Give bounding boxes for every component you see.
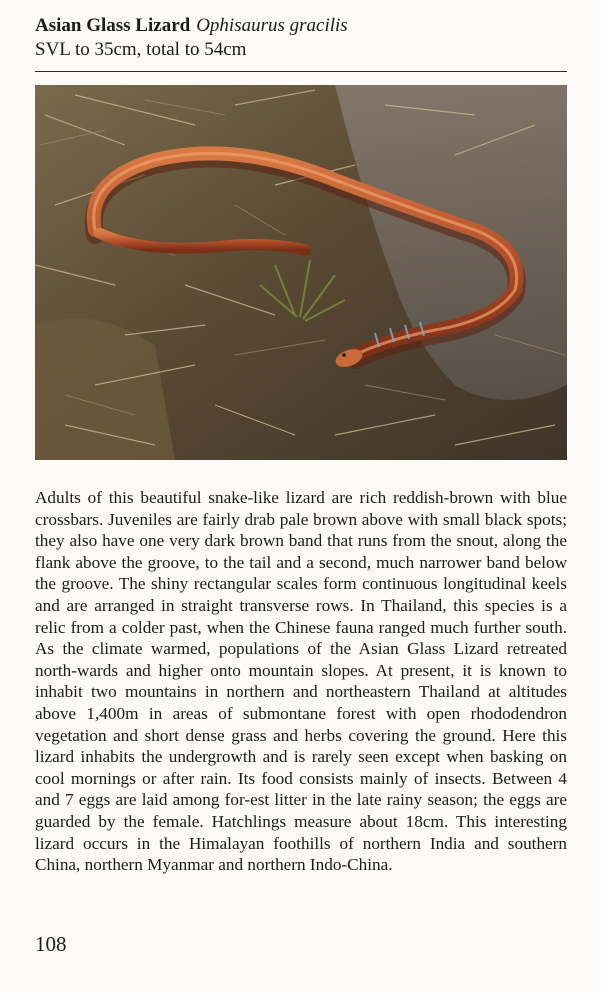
species-description: Adults of this beautiful snake-like lizard are rich reddish-brown with blue crossbars. Juveniles are fairly drab pale brown above with small black spots; they also have one very dark brown band that runs from the snout, along the flank above the groove, to the tail and a second, much narrower band below the groove. The shiny rectangular scales form continuous longitudinal keels and are arranged in straight transverse rows. In Thailand, this species is a relic from a colder past, when the Chinese fauna ranged much further south. As the climate warmed, populations of the Asian Glass Lizard retreated north-wards and higher onto mountain slopes. At present, it is known to inhabit two mountains in northern and northeastern Thailand at altitudes above 1,400m in areas of submontane forest with open rhododendron vegetation and short dense grass and herbs covering the ground. Here this lizard inhabits the undergrowth and is rarely seen except when basking on cool mornings or after rain. Its food consists mainly of insects. Between 4 and 7 eggs are laid among for-est litter in the late rainy season; the eggs are guarded by the female. Hatchlings measure about 18cm. This interesting lizard occurs in the Himalayan foothills of northern India and southern China, northern Myanmar and northern Indo-China. [35,488,567,875]
scientific-name: Ophisaurus gracilis [196,15,348,36]
size-info: SVL to 35cm, total to 54cm [35,39,247,60]
page-number: 108 [35,932,67,956]
common-name: Asian Glass Lizard [35,15,191,36]
glass-lizard-photo [35,85,567,460]
photo-illustration [35,85,567,460]
species-title [35,14,567,38]
species-header [35,14,567,62]
header-divider [35,71,567,72]
